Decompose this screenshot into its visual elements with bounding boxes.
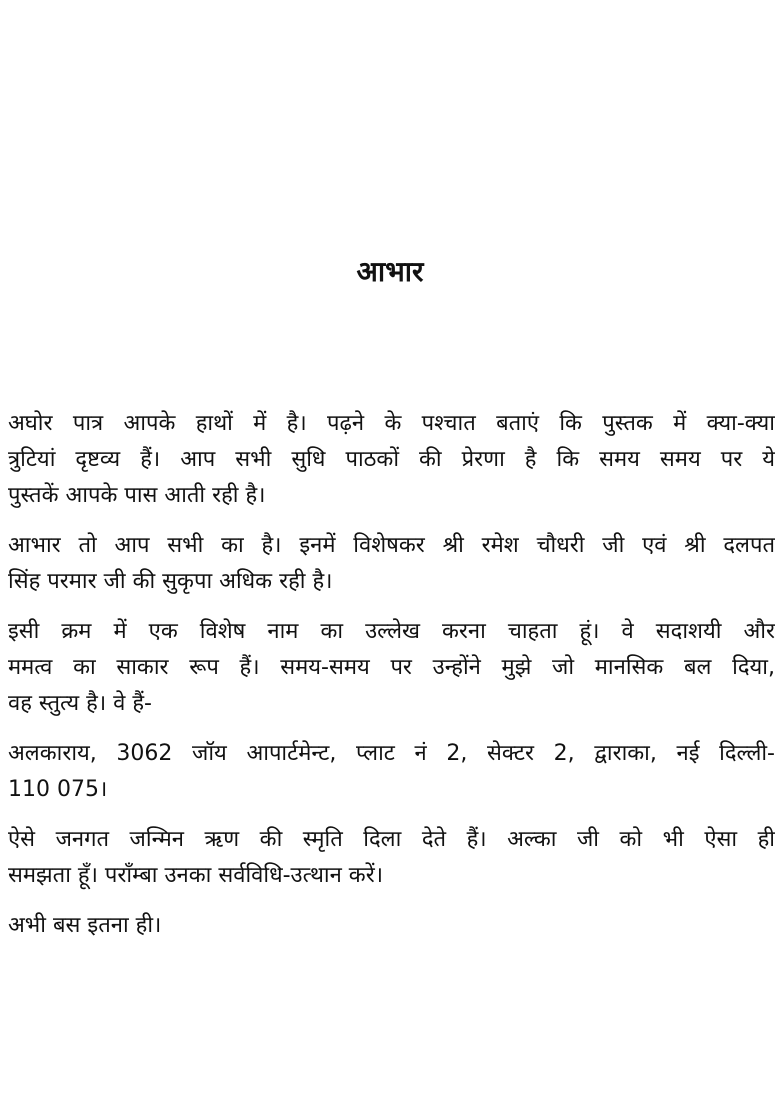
text-line: वह स्तुत्य है। वे हैं- <box>8 691 152 716</box>
text-line: पुस्तकें आपके पास आती रही है। <box>8 483 266 508</box>
paragraph <box>8 908 775 944</box>
text-line: आभार तो आप सभी का है। इनमें विशेषकर श्री रमेश चौधरी जी एवं श्री दलपत <box>8 533 775 558</box>
page-title: आभार <box>356 255 424 288</box>
text-line: समझता हूँ। पराँम्बा उनका सर्वविधि-उत्थान करें। <box>8 863 384 888</box>
paragraph <box>8 406 775 514</box>
text-line: त्रुटियां दृष्टव्य हैं। आप सभी सुधि पाठकों की प्रेरणा है कि समय समय पर ये <box>8 447 775 472</box>
text-line: इसी क्रम में एक विशेष नाम का उल्लेख करना चाहता हूं। वे सदाशयी और <box>8 619 775 644</box>
document-body <box>8 406 775 958</box>
paragraph <box>8 822 775 894</box>
paragraph <box>8 528 775 600</box>
text-line: 110 075। <box>8 777 108 802</box>
text-line: अलकाराय, 3062 जॉय आपार्टमेन्ट, प्लाट नं 2, सेक्टर 2, द्वाराका, नई दिल्ली- <box>8 741 775 766</box>
paragraph <box>8 736 775 808</box>
text-line: सिंह परमार जी की सुकृपा अधिक रही है। <box>8 569 333 594</box>
text-line: ममत्व का साकार रूप हैं। समय-समय पर उन्होंने मुझे जो मानसिक बल दिया, <box>8 655 775 680</box>
text-line: अभी बस इतना ही। <box>8 913 162 938</box>
text-line: ऐसे जनगत जन्मिन ऋण की स्मृति दिला देते हैं। अल्का जी को भी ऐसा ही <box>8 827 775 852</box>
text-line: अघोर पात्र आपके हाथों में है। पढ़ने के पश्चात बताएं कि पुस्तक में क्या-क्या <box>8 411 775 436</box>
paragraph <box>8 614 775 722</box>
